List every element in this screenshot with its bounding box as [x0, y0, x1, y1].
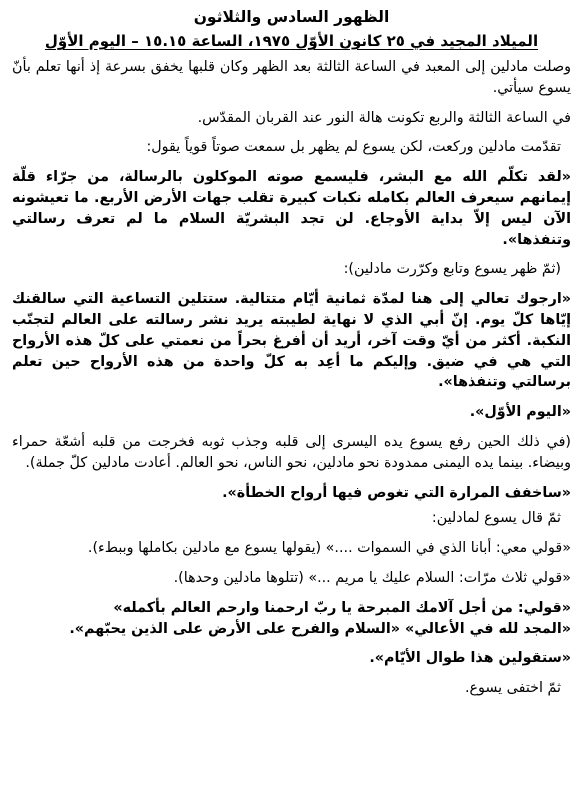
paragraph-arrival: وصلت مادلين إلى المعبد في الساعة الثالثة بعد الظهر وكان قلبها يخفق بسرعة إذ أنها تعلم بأنّ يسوع سيأتي. [12, 59, 571, 96]
paragraph-disappeared: ثمّ اختفى يسوع. [464, 680, 561, 697]
paragraph-promise: «ساخفف المرارة التي تغوص فيها أرواح الخطأة». [222, 484, 571, 501]
paragraph-first-day: «اليوم الأوّل». [469, 404, 571, 421]
paragraph-voice-message: «لقد تكلّم الله مع البشر، فليسمع صوته الموكلون بالرسالة، من جرّاء قلّة إيمانهم سيعرف العالم بكامله نكبات كبيرة تقلب جهات الأرض الأربع. ما تعيشونه الآن ليس إلاّ بداية الأوجاع. لن تجد البشريّة السلام ما لم تعرف رسالتي وتنفذها». [12, 169, 571, 248]
paragraph-hail-mary: «قولي ثلاث مرّات: السلام عليك يا مريم ...» (تتلوها مادلين وحدها). [173, 569, 571, 586]
page-subtitle: الميلاد المجيد في ٢٥ كانون الأوّل ١٩٧٥، الساعة ١٥.١٥ – اليوم الأوّل [44, 32, 539, 50]
paragraph-jesus-said: ثمّ قال يسوع لمادلين: [431, 510, 561, 527]
paragraph-jesus-appears: (ثمّ ظهر يسوع وتابع وكرّرت مادلين): [343, 261, 561, 278]
paragraph-novena-request: «ارجوك تعالي إلى هنا لمدّة ثمانية أيّام متتالية. ستتلين التساعية التي سالقنك إيّاها كلّ يوم. إنّ أبي الذي لا نهاية لطيبته يريد نشر رسالته على العالم لتجنّب النكبة. أكثر من أيّ وقت آخر، أريد أن أفرغ بحراً من نعمتي على كلّ هذه الأرواح التي هي في ضيق. وإليكم ما أعِد به كلّ واحدة من هذه الأرواح حين تعلم برسالتي وتنفذها». [12, 291, 571, 391]
paragraph-all-days: «ستقولين هذا طوال الأيّام». [369, 650, 571, 667]
paragraph-voice-intro: تقدّمت مادلين وركعت، لكن يسوع لم يظهر بل سمعت صوتاً قوياً يقول: [146, 139, 561, 156]
paragraph-halo: في الساعة الثالثة والربع تكونت هالة النور عند القربان المقدّس. [197, 109, 571, 126]
paragraph-mercy-prayer: «قولي: من أجل آلامك المبرحة يا ربّ ارحمنا وارحم العالم بأكمله» [113, 599, 571, 616]
paragraph-gloria: «المجد لله في الأعالي» «السلام والفرح على الأرض على الذين يحبّهم». [69, 620, 571, 637]
paragraph-rays: (في ذلك الحين رفع يسوع يده اليسرى إلى قلبه وجذب ثوبه فخرجت من قلبه أشعّة حمراء وبيضاء. بينما يده اليمنى ممدودة نحو مادلين، نحو الناس، نحو العالم. أعادت مادلين كلّ جملة). [12, 433, 571, 471]
page-title: الظهور السادس والثلاثون [193, 8, 390, 26]
paragraph-our-father: «قولي معي: أبانا الذي في السموات ....» (يقولها يسوع مع مادلين بكاملها وببطء). [87, 540, 571, 557]
